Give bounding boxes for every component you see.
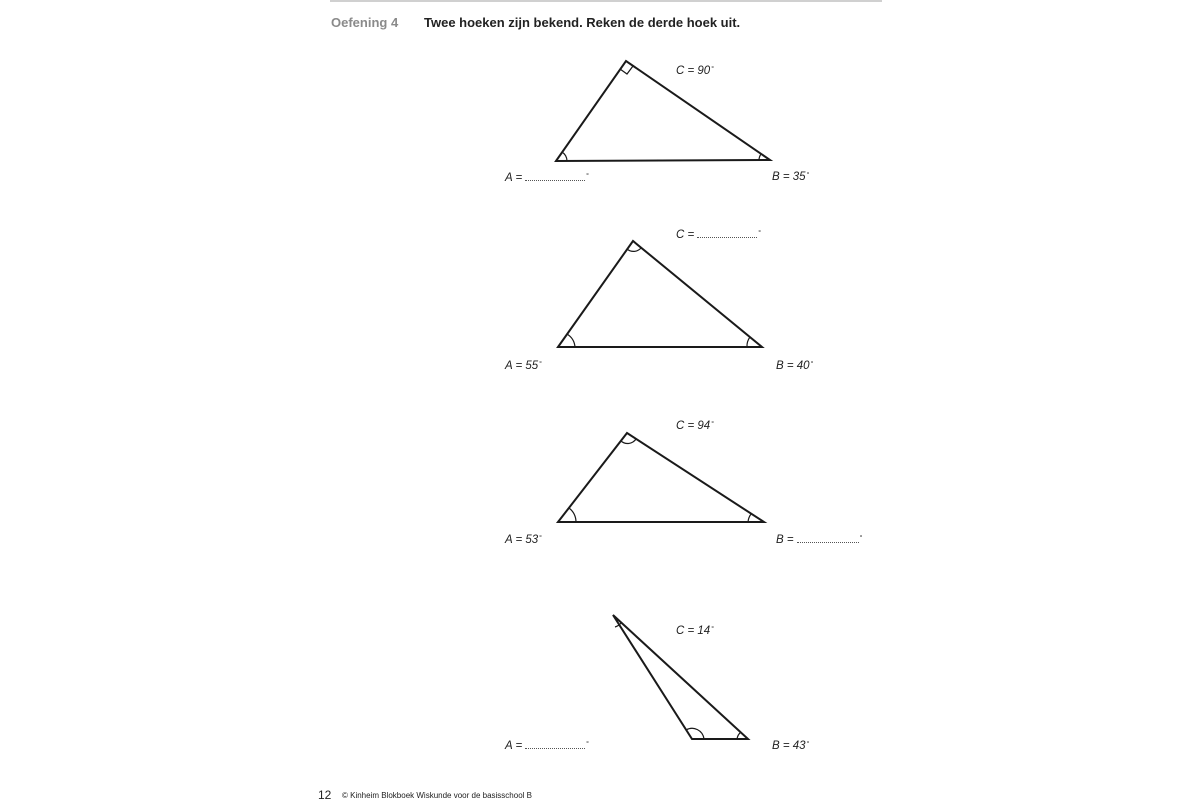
- t2-angle-a-label: A = 55°: [505, 360, 542, 372]
- copyright-text: © Kinheim Blokboek Wiskunde voor de basisschool B: [342, 791, 532, 800]
- t3-angle-b-answer[interactable]: [797, 533, 859, 543]
- page-number: 12: [318, 788, 332, 802]
- triangle-1: [556, 61, 770, 161]
- exercise-instruction: Twee hoeken zijn bekend. Reken de derde hoek uit.: [424, 15, 741, 30]
- t4-angle-b-label: B = 43°: [772, 740, 810, 752]
- triangle-2: [558, 241, 762, 347]
- t1-angle-a-label: A = °: [505, 172, 589, 184]
- triangle-3: [558, 433, 764, 522]
- t1-angle-a-answer[interactable]: [525, 171, 585, 181]
- t2-angle-c-label: C = °: [676, 229, 762, 241]
- t4-angle-c-label: C = 14°: [676, 625, 715, 637]
- t2-angle-b-label: B = 40°: [776, 360, 814, 372]
- t1-angle-c-label: C = 90°: [676, 65, 715, 77]
- t3-angle-b-label: B = °: [776, 534, 863, 546]
- t2-angle-c-answer[interactable]: [697, 228, 757, 238]
- t4-angle-a-answer[interactable]: [525, 739, 585, 749]
- exercise-label: Oefening 4: [331, 15, 399, 30]
- t3-angle-a-label: A = 53°: [505, 534, 542, 546]
- t3-angle-c-label: C = 94°: [676, 420, 715, 432]
- t1-angle-b-label: B = 35°: [772, 171, 810, 183]
- t4-angle-a-label: A = °: [505, 740, 589, 752]
